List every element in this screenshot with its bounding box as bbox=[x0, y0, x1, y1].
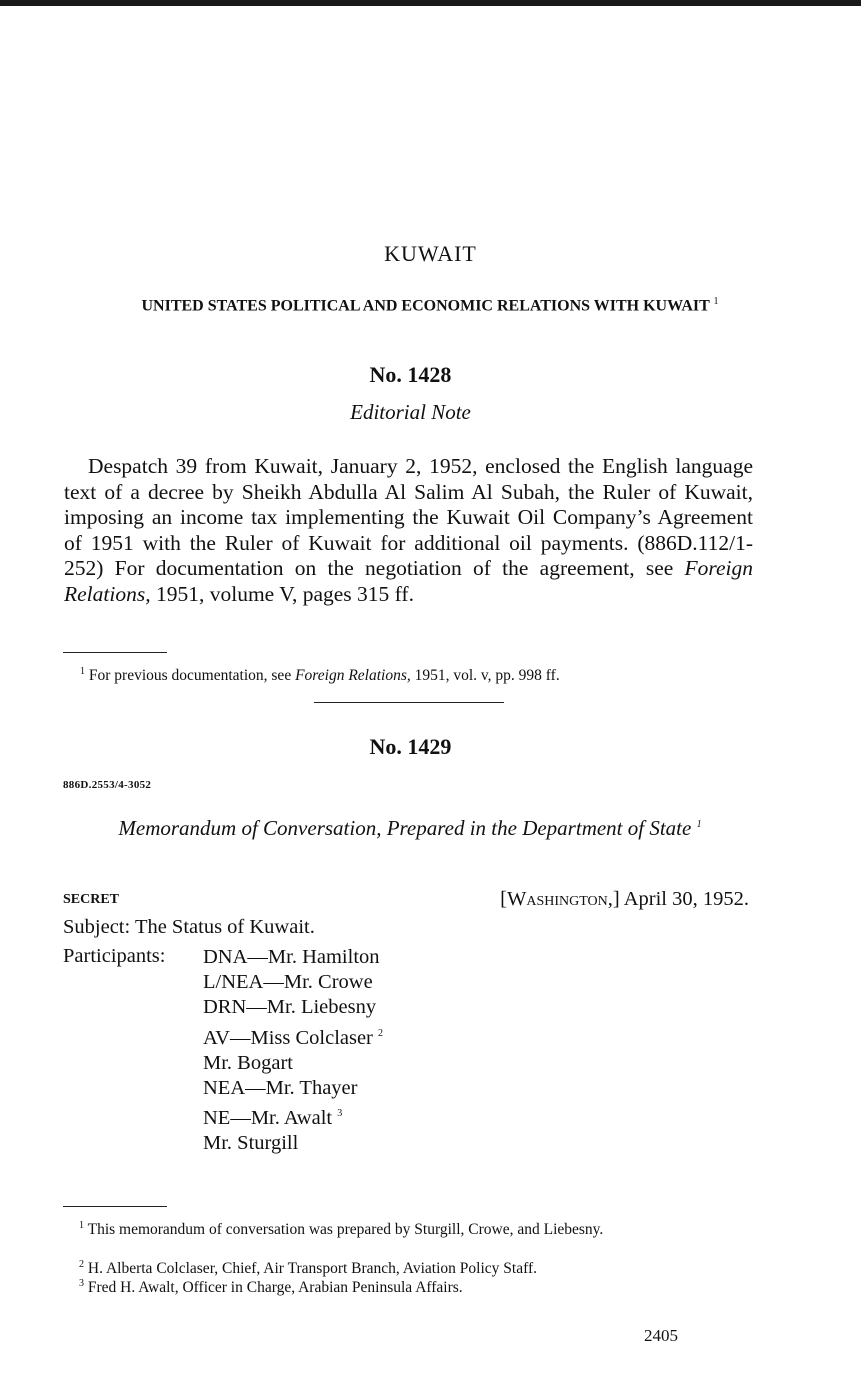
participant-name: DNA—Mr. Hamilton bbox=[203, 946, 380, 968]
participant-name: NEA—Mr. Thayer bbox=[203, 1076, 358, 1099]
section-heading-text: UNITED STATES POLITICAL AND ECONOMIC RELATIONS WITH KUWAIT bbox=[141, 297, 710, 315]
footnote-italic-text: Foreign Relations, bbox=[295, 667, 411, 685]
document-title bbox=[60, 812, 760, 841]
participant-name: DRN—Mr. Liebesny bbox=[203, 996, 377, 1019]
section-heading bbox=[100, 292, 760, 316]
footnote-text-end: 1951, vol. v, pp. 998 ff. bbox=[410, 667, 560, 685]
footnote bbox=[79, 1274, 759, 1297]
paragraph-text-end: 1951, volume V, pages 315 ff. bbox=[150, 581, 414, 606]
participant-name: AV—Miss Colclaser bbox=[203, 1026, 373, 1049]
document-number: No. 1429 bbox=[369, 734, 452, 759]
page-top-border bbox=[0, 0, 861, 6]
footnote-ref: 1 bbox=[696, 819, 702, 830]
footnote-text: For previous documentation, see bbox=[85, 667, 296, 685]
participant-name: Mr. Bogart bbox=[203, 1051, 293, 1074]
footnote-text: H. Alberta Colclaser, Chief, Air Transport Branch, Aviation Policy Staff. bbox=[84, 1260, 537, 1278]
dateline-date: April 30, 1952. bbox=[623, 888, 749, 910]
file-reference: 886D.2553/4-3052 bbox=[63, 779, 152, 791]
participant bbox=[203, 1021, 383, 1051]
document-label: Editorial Note bbox=[350, 400, 471, 424]
footnote-ref: 2 bbox=[378, 1027, 384, 1039]
page-number: 2405 bbox=[644, 1326, 678, 1345]
participant-name: L/NEA—Mr. Crowe bbox=[203, 971, 373, 994]
editorial-note-paragraph bbox=[64, 454, 753, 608]
footnote-mark: 2 bbox=[79, 1259, 84, 1270]
participant bbox=[203, 1051, 383, 1076]
footnote-ref: 1 bbox=[713, 296, 719, 307]
paragraph-italic-text: Foreign Relations, bbox=[64, 556, 753, 606]
participant bbox=[203, 1076, 383, 1101]
footnote-divider bbox=[63, 1206, 167, 1207]
participant bbox=[203, 1131, 383, 1156]
footnote-mark: 1 bbox=[79, 1220, 84, 1231]
footnote-text: This memorandum of conversation was prepared by Sturgill, Crowe, and Liebesny. bbox=[84, 1221, 604, 1239]
participant bbox=[203, 970, 383, 995]
participant bbox=[203, 945, 383, 970]
participants-list bbox=[203, 945, 383, 1156]
subject-line: Subject: The Status of Kuwait. bbox=[63, 916, 315, 938]
participant-name: Mr. Sturgill bbox=[203, 1132, 299, 1155]
participant bbox=[203, 1101, 383, 1131]
footnote-mark: 3 bbox=[79, 1278, 84, 1289]
section-divider bbox=[314, 702, 504, 703]
footnote-ref: 3 bbox=[337, 1108, 343, 1120]
country-heading: KUWAIT bbox=[384, 241, 477, 266]
classification-label: SECRET bbox=[63, 892, 120, 907]
footnote-mark: 1 bbox=[80, 666, 85, 677]
footnote-divider bbox=[63, 652, 167, 653]
participants-label: Participants: bbox=[63, 945, 166, 967]
dateline bbox=[500, 888, 749, 911]
footnote-text: Fred H. Awalt, Officer in Charge, Arabian Peninsula Affairs. bbox=[84, 1279, 463, 1297]
dateline-place: [Washington,] bbox=[500, 888, 620, 910]
document-number: No. 1428 bbox=[369, 362, 452, 387]
paragraph-text: Despatch 39 from Kuwait, January 2, 1952, enclosed the English language text of a decree by Sheikh Abdulla Al Salim Al Subah, the Ruler of Kuwait, imposing an income tax implementing the Kuwait Oil Company’s Agreement of 1951 with the Ruler of Kuwait for additional oil payments. (886D.112/1-252) For documentation on the negotiation of the agreement, see bbox=[64, 454, 753, 581]
participant-name: NE—Mr. Awalt bbox=[203, 1106, 333, 1129]
footnote bbox=[80, 662, 760, 685]
footnote bbox=[63, 1216, 753, 1239]
participant bbox=[203, 995, 383, 1020]
document-title-text: Memorandum of Conversation, Prepared in the Department of State bbox=[118, 816, 692, 840]
